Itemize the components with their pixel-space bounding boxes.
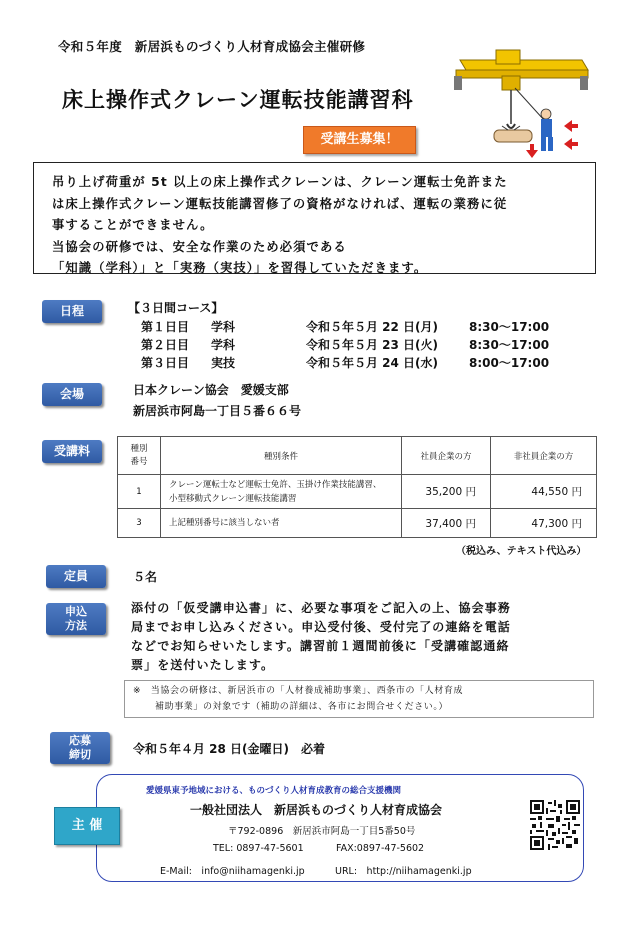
fee-header-row xyxy=(118,437,597,475)
schedule-type: 学科 xyxy=(211,337,236,352)
organizer-fax: FAX:0897-47-5602 xyxy=(336,843,425,854)
fee-header-no xyxy=(118,437,161,475)
application-label-line2: 方法 xyxy=(65,619,87,632)
capacity-value: ５名 xyxy=(133,570,158,584)
schedule-row xyxy=(141,353,549,371)
schedule-course: 【３日間コース】 xyxy=(128,301,224,315)
venue-address: 新居浜市阿島一丁目５番６６号 xyxy=(133,404,302,418)
intro-line: 当協会の研修では、安全な作業のため必須である xyxy=(52,239,347,254)
organizer-postal: 〒792-0896 新居浜市阿島一丁目5番50号 xyxy=(228,826,416,837)
recruit-badge: 受講生募集！ xyxy=(303,126,416,154)
fee-header-member: 社員企業の方 xyxy=(402,437,491,475)
capacity-label: 定員 xyxy=(46,565,106,588)
schedule-row xyxy=(141,317,549,335)
subsidy-note-line1: ※ 当協会の研修は、新居浜市の「人材養成補助事業」、西条市の「人材育成 xyxy=(133,686,464,696)
subsidy-note xyxy=(124,680,594,718)
schedule-table xyxy=(141,317,549,371)
fee-note: （税込み、テキスト代込み） xyxy=(456,546,587,557)
intro-line: 事することができません。 xyxy=(52,218,214,232)
organizer-name: 一般社団法人 新居浜ものづくり人材育成協会 xyxy=(190,803,443,817)
fee-row-condition xyxy=(161,475,402,509)
venue-label: 会場 xyxy=(42,383,102,406)
crane-illustration xyxy=(452,40,592,165)
schedule-type: 学科 xyxy=(211,319,236,334)
fee-row-no: 1 xyxy=(118,475,161,509)
application-line: などでお知らせいたします。講習前１週間前後に「受講確認通絡 xyxy=(131,639,510,653)
intro-line: は床上操作式クレーン運転技能講習修了の資格がなければ、運転の業務に従 xyxy=(52,196,508,211)
fee-row-nonmember: 44,550 円 xyxy=(491,475,597,509)
schedule-date: 令和５年５月 24 日(水) xyxy=(306,355,439,370)
qr-code-icon xyxy=(530,800,580,850)
organizer-url: URL: http://niihamagenki.jp xyxy=(335,866,472,877)
fee-row xyxy=(118,509,597,538)
host-badge: 主 催 xyxy=(54,807,120,845)
deadline-label-line1: 応募 xyxy=(69,734,91,747)
organizer-email: E-Mail: info@niihamagenki.jp xyxy=(160,866,305,877)
schedule-date: 令和５年５月 23 日(火) xyxy=(306,337,439,352)
fee-row-no: 3 xyxy=(118,509,161,538)
intro-box xyxy=(33,162,596,274)
fee-header-condition: 種別条件 xyxy=(161,437,402,475)
deadline-label xyxy=(50,732,110,764)
application-label-line1: 申込 xyxy=(65,605,87,618)
schedule-time: 8:00～17:00 xyxy=(469,355,550,370)
intro-line: 「知識（学科）」と「実務（実技）」を習得していただきます。 xyxy=(52,261,428,275)
application-text xyxy=(131,599,511,675)
schedule-day: 第２日目 xyxy=(141,337,190,352)
application-label xyxy=(46,603,106,635)
schedule-time: 8:30～17:00 xyxy=(469,337,550,352)
organizer-tel: TEL: 0897-47-5601 xyxy=(213,843,304,854)
venue-name: 日本クレーン協会 愛媛支部 xyxy=(133,383,289,397)
fee-row-nonmember: 47,300 円 xyxy=(491,509,597,538)
schedule-date: 令和５年５月 22 日(月) xyxy=(306,319,439,334)
intro-line: 吊り上げ荷重が 5t 以上の床上操作式クレーンは、クレーン運転士免許また xyxy=(52,175,508,189)
deadline-label-line2: 締切 xyxy=(69,748,91,761)
page-subtitle: 令和５年度 新居浜ものづくり人材育成協会主催研修 xyxy=(58,39,366,54)
application-line: 票」を送付いたします。 xyxy=(131,658,275,672)
fee-row xyxy=(118,475,597,509)
fee-row-condition: 上記種別番号に該当しない者 xyxy=(161,509,402,538)
deadline-value: 令和５年４月 28 日(金曜日) 必着 xyxy=(133,742,326,756)
fee-table xyxy=(117,436,597,538)
application-line: 添付の「仮受講申込書」に、必要な事項をご記入の上、協会事務 xyxy=(131,601,511,615)
schedule-type: 実技 xyxy=(211,355,236,370)
fee-row-member: 37,400 円 xyxy=(402,509,491,538)
schedule-time: 8:30～17:00 xyxy=(469,319,550,334)
organizer-tagline: 愛媛県東予地域における、ものづくり人材育成教育の総合支援機関 xyxy=(146,786,402,796)
page-title: 床上操作式クレーン運転技能講習科 xyxy=(62,88,414,112)
fee-header-no-line2: 番号 xyxy=(130,456,148,467)
schedule-row xyxy=(141,335,549,353)
schedule-label: 日程 xyxy=(42,300,102,323)
schedule-day: 第３日目 xyxy=(141,355,190,370)
fee-label: 受講料 xyxy=(42,440,102,463)
fee-header-no-line1: 種別 xyxy=(130,443,148,454)
fee-row-condition-line2: 小型移動式クレーン運転技能講習 xyxy=(169,493,297,504)
fee-row-condition-line1: クレーン運転士など運転士免許、玉掛け作業技能講習、 xyxy=(169,479,382,490)
schedule-day: 第１日目 xyxy=(141,319,190,334)
fee-row-member: 35,200 円 xyxy=(402,475,491,509)
subsidy-note-line2: 補助事業」の対象です（補助の詳細は、各市にお問合せください。） xyxy=(155,702,449,712)
fee-header-nonmember: 非社員企業の方 xyxy=(491,437,597,475)
application-line: 局までお申し込みください。申込受付後、受付完了の連絡を電話 xyxy=(131,620,511,634)
